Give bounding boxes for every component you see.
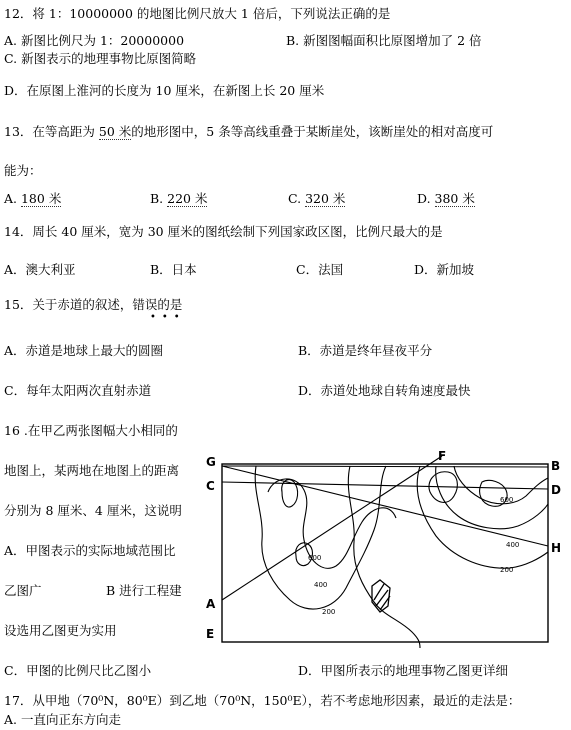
q12-option-c: C. 新图表示的地理事物比原图简略 <box>4 51 197 66</box>
label-a: A <box>206 597 216 611</box>
q14-stem: 14．周长 40 厘米，宽为 30 厘米的图纸绘制下列国家政区图，比例尺最大的是 <box>4 224 443 239</box>
q16-option-b-line1: B 进行工程建 <box>106 583 182 598</box>
q15-emphasis-dots: ••• <box>150 312 186 323</box>
contour-label-600a: 600 <box>308 554 322 562</box>
contour-400-line <box>268 479 396 568</box>
q12-option-a: A. 新图比例尺为 1：20000000 <box>4 33 185 48</box>
q14-option-d: D．新加坡 <box>414 262 475 277</box>
q12-stem: 12．将 1：10000000 的地图比例尺放大 1 倍后，下列说法正确的是 <box>4 6 391 21</box>
q13-option-a: A. 180 米 <box>4 191 62 206</box>
label-d: D <box>551 483 561 497</box>
q15-stem: 15．关于赤道的叙述，错误的是 <box>4 297 183 312</box>
q16-option-c: C．甲图的比例尺比乙图小 <box>4 663 152 678</box>
q16-stem-line3: 分别为 8 厘米、4 厘米，这说明 <box>4 503 182 518</box>
map-frame <box>222 464 548 642</box>
q15-option-b: B．赤道是终年昼夜平分 <box>298 343 433 358</box>
contour-map-figure <box>204 449 562 648</box>
q16-stem-line2: 地图上，某两地在地图上的距离 <box>4 463 180 478</box>
contour-label-600b: 600 <box>500 496 514 504</box>
q17-option-a: A. 一直向正东方向走 <box>4 712 121 727</box>
q15-option-d: D．赤道处地球自转角速度最快 <box>298 383 471 398</box>
q16-option-d: D．甲图所表示的地理事物乙图更详细 <box>298 663 509 678</box>
q12-option-b: B. 新图图幅面积比原图增加了 2 倍 <box>286 33 482 48</box>
label-c: C <box>206 479 215 493</box>
q16-option-a-line1: A．甲图表示的实际地域范围比 <box>4 543 176 558</box>
q13-option-b: B. 220 米 <box>150 191 208 206</box>
label-f: F <box>438 449 447 463</box>
cliff-hatch-symbol <box>372 580 390 612</box>
q13-stem: 13．在等高距为 50 米的地形图中，5 条等高线重叠于某断崖处，该断崖处的相对高度可 <box>4 124 494 139</box>
q13-option-d: D. 380 米 <box>417 191 475 206</box>
contour-label-200a: 200 <box>322 608 336 616</box>
contour-label-400a: 400 <box>314 581 328 589</box>
label-g: G <box>206 455 216 469</box>
contour-label-400b: 400 <box>506 541 520 549</box>
q14-option-b: B．日本 <box>150 262 197 277</box>
q17-stem: 17．从甲地（70⁰N，80⁰E）到乙地（70⁰N，150⁰E），若不考虑地形因素，最近的走法是： <box>4 693 521 708</box>
q16-option-b-line2: 设选用乙图更为实用 <box>4 623 117 638</box>
q13-stem-cont: 能为： <box>4 163 42 178</box>
q14-option-a: A．澳大利亚 <box>4 262 76 277</box>
q16-stem-line1: 16 .在甲乙两张图幅大小相同的 <box>4 423 178 438</box>
label-e: E <box>206 627 215 641</box>
q12-option-d: D．在原图上淮河的长度为 10 厘米，在新图上长 20 厘米 <box>4 83 325 98</box>
q15-option-c: C．每年太阳两次直射赤道 <box>4 383 152 398</box>
q13-option-c: C. 320 米 <box>288 191 346 206</box>
label-b: B <box>551 459 561 473</box>
q14-option-c: C．法国 <box>296 262 344 277</box>
contour-label-200b: 200 <box>500 566 514 574</box>
q16-option-a-line2: 乙图广 <box>4 583 42 598</box>
label-h: H <box>551 541 562 555</box>
q15-option-a: A．赤道是地球上最大的圆圈 <box>4 343 164 358</box>
